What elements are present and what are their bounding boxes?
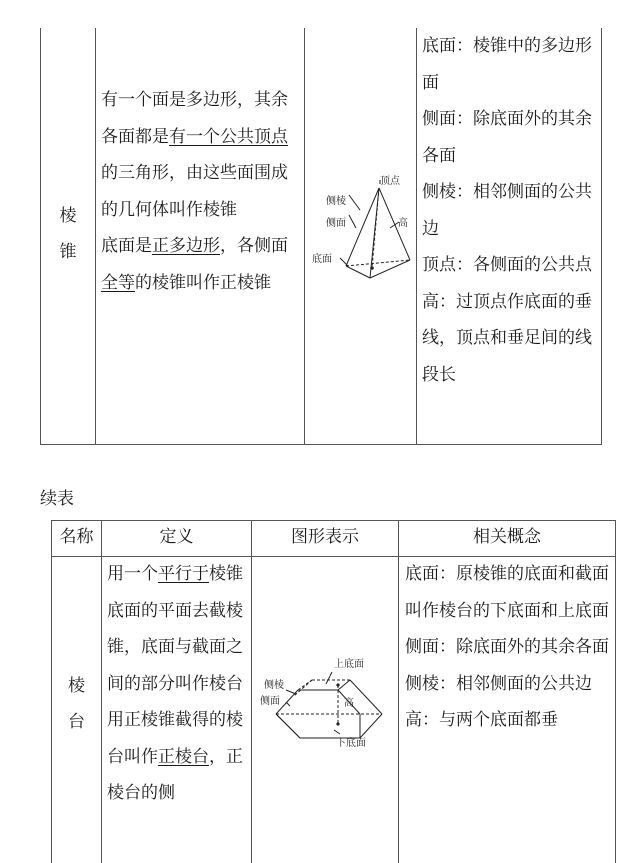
concept-item: 底面：原棱锥的底面和截面叫作棱台的下底面和上底面 [405, 564, 609, 621]
concept-item: 侧面：除底面外的其余各面 [405, 637, 609, 657]
table-border [398, 520, 399, 863]
table-border [51, 520, 616, 521]
continued-label: 续表 [40, 489, 74, 509]
table-border [101, 520, 102, 863]
pyramid-definition [101, 82, 301, 301]
table-border [304, 28, 305, 445]
pyramid-name [41, 198, 95, 270]
label-lateral-face: 侧面 [260, 696, 280, 707]
underlined-term: 正棱台 [158, 746, 209, 767]
concept-item: 侧棱：相邻侧面的公共边 [422, 182, 592, 239]
table-border [601, 28, 602, 445]
frustum-name-char: 台 [68, 712, 85, 732]
definition-text: 有一个面是多边形，其余各面都是 [101, 90, 288, 147]
table-border [251, 520, 252, 863]
label-lateral-face: 侧面 [326, 218, 346, 229]
table-border [95, 28, 96, 445]
label-base: 底面 [312, 254, 332, 265]
frustum-name [52, 668, 101, 740]
label-apex: 顶点 [380, 176, 400, 187]
pyramid-figure [306, 170, 414, 280]
definition-text: 棱锥底面的平面去截棱锥，底面与截面之间的部分叫作棱台 [107, 564, 243, 694]
pyramid-concepts [422, 28, 600, 393]
definition-text: 底面是 [101, 236, 152, 256]
label-upper-base: 上底面 [334, 659, 364, 670]
header-definition: 定义 [159, 527, 194, 547]
label-lateral-edge: 侧棱 [264, 680, 284, 691]
frustum-concepts [405, 556, 613, 739]
underlined-term: 平行于 [158, 564, 209, 584]
underlined-term: 全等 [101, 272, 135, 293]
underlined-term: 正多边形 [152, 236, 220, 256]
definition-text: 的棱锥叫作正棱锥 [135, 272, 271, 293]
concept-item: 侧棱：相邻侧面的公共边 [405, 673, 592, 694]
concept-item: 顶点：各侧面的公共点 [422, 255, 592, 275]
frustum-name-char: 棱 [68, 676, 85, 696]
concept-item: 高：与两个底面都垂 [405, 710, 558, 730]
table-border [40, 444, 602, 445]
concept-item: 高：过顶点作底面的垂线，顶点和垂足间的线段长 [422, 291, 592, 385]
definition-text: ，各侧面 [220, 236, 288, 256]
frustum-figure [256, 650, 396, 750]
concept-item: 底面：棱锥中的多边形面 [422, 36, 592, 93]
pyramid-name-char: 棱 [59, 206, 77, 226]
frustum-definition [107, 556, 249, 812]
header-name: 名称 [59, 527, 94, 547]
table-border [416, 28, 417, 445]
definition-text: 用一个 [107, 564, 158, 584]
table-border [615, 520, 616, 863]
concept-item: 侧面：除底面外的其余各面 [422, 109, 592, 166]
header-concepts: 相关概念 [473, 527, 541, 547]
definition-text: 用正棱锥截得的棱台叫作 [107, 710, 243, 767]
definition-text: 的三角形，由这些面围成的几何体叫作棱锥 [101, 163, 288, 220]
pyramid-name-char: 锥 [59, 242, 77, 262]
label-height: 高 [398, 218, 408, 229]
underlined-term: 有一个公共顶点 [169, 126, 288, 147]
label-lower-base: 下底面 [336, 738, 366, 749]
header-figure: 图形表示 [291, 527, 359, 547]
definition-text: ，正棱台的侧 [107, 746, 243, 803]
label-lateral-edge: 侧棱 [326, 196, 346, 207]
label-height: 高 [344, 698, 354, 709]
